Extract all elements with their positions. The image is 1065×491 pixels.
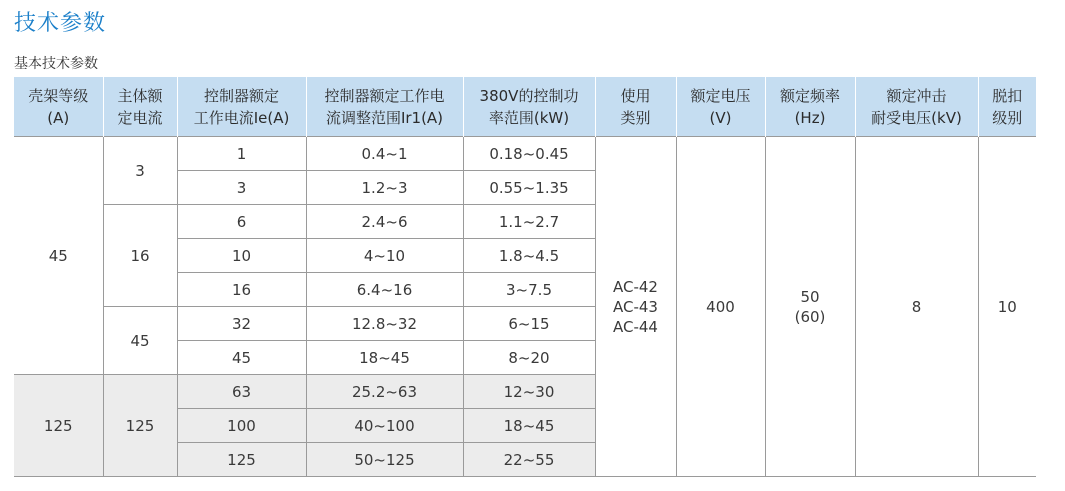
cell-adjust-range-ir1: 12.8~32 — [306, 307, 463, 341]
table-header — [14, 77, 1036, 137]
cell-power-range: 18~45 — [463, 409, 595, 443]
spec-table — [14, 77, 1036, 477]
cell-power-range: 12~30 — [463, 375, 595, 409]
header-line: 耐受电压(kV) — [871, 108, 962, 127]
cell-power-range: 1.8~4.5 — [463, 239, 595, 273]
cell-adjust-range-ir1: 4~10 — [306, 239, 463, 273]
usage-category-item: AC-43 — [613, 297, 658, 316]
cell-rated-current-ie: 3 — [177, 171, 306, 205]
cell-power-range: 3~7.5 — [463, 273, 595, 307]
header-line: 脱扣 — [992, 86, 1023, 105]
cell-frame-class: 125 — [14, 375, 103, 477]
page-title: 技术参数 — [14, 11, 107, 36]
cell-power-range: 22~55 — [463, 443, 595, 477]
cell-adjust-range-ir1: 25.2~63 — [306, 375, 463, 409]
cell-rated-frequency — [765, 137, 855, 477]
cell-power-range: 0.18~0.45 — [463, 137, 595, 171]
cell-power-range: 1.1~2.7 — [463, 205, 595, 239]
header-line: 壳架等级 — [28, 86, 89, 105]
header-main-current — [103, 77, 177, 137]
cell-rated-current-ie: 63 — [177, 375, 306, 409]
header-power-range — [463, 77, 595, 137]
cell-main-current: 3 — [103, 137, 177, 205]
cell-rated-current-ie: 1 — [177, 137, 306, 171]
cell-adjust-range-ir1: 6.4~16 — [306, 273, 463, 307]
usage-category-item: AC-44 — [613, 317, 658, 336]
cell-main-current: 16 — [103, 205, 177, 307]
header-line: 控制器额定工作电 — [324, 86, 445, 105]
header-line: (Hz) — [794, 108, 826, 127]
cell-power-range: 6~15 — [463, 307, 595, 341]
cell-rated-current-ie: 32 — [177, 307, 306, 341]
header-row — [14, 77, 1036, 137]
header-frame-class — [14, 77, 103, 137]
cell-rated-current-ie: 10 — [177, 239, 306, 273]
cell-rated-current-ie: 125 — [177, 443, 306, 477]
header-line: 定电流 — [117, 108, 163, 127]
usage-category-item: AC-42 — [613, 277, 658, 296]
header-line: 额定频率 — [779, 86, 840, 105]
cell-frame-class: 45 — [14, 137, 103, 375]
header-line: (V) — [709, 108, 732, 127]
header-rated-current-ie — [177, 77, 306, 137]
header-line: 主体额 — [117, 86, 163, 105]
header-line: 率范围(kW) — [488, 108, 570, 127]
section-title: 基本技术参数 — [14, 56, 98, 72]
header-impulse-voltage — [855, 77, 978, 137]
cell-adjust-range-ir1: 2.4~6 — [306, 205, 463, 239]
header-line: 额定冲击 — [886, 86, 947, 105]
cell-usage-category — [595, 137, 676, 477]
table-row — [14, 137, 1036, 171]
cell-power-range: 8~20 — [463, 341, 595, 375]
header-line: 类别 — [620, 108, 651, 127]
cell-rated-current-ie: 45 — [177, 341, 306, 375]
header-rated-voltage — [676, 77, 765, 137]
table-body — [14, 137, 1036, 477]
cell-rated-current-ie: 100 — [177, 409, 306, 443]
cell-adjust-range-ir1: 1.2~3 — [306, 171, 463, 205]
cell-trip-class: 10 — [978, 137, 1036, 477]
cell-rated-voltage: 400 — [676, 137, 765, 477]
cell-rated-current-ie: 6 — [177, 205, 306, 239]
cell-main-current: 125 — [103, 375, 177, 477]
cell-adjust-range-ir1: 50~125 — [306, 443, 463, 477]
header-rated-frequency — [765, 77, 855, 137]
frequency-line: 50 — [800, 287, 820, 306]
header-line: 工作电流Ie(A) — [193, 108, 290, 127]
header-line: 380V的控制功 — [479, 86, 579, 105]
cell-power-range: 0.55~1.35 — [463, 171, 595, 205]
header-adjust-range-ir1 — [306, 77, 463, 137]
cell-impulse-voltage: 8 — [855, 137, 978, 477]
cell-main-current: 45 — [103, 307, 177, 375]
header-line: 级别 — [992, 108, 1023, 127]
header-line: 额定电压 — [690, 86, 751, 105]
cell-adjust-range-ir1: 18~45 — [306, 341, 463, 375]
header-line: 控制器额定 — [203, 86, 279, 105]
cell-adjust-range-ir1: 40~100 — [306, 409, 463, 443]
header-line: 使用 — [620, 86, 651, 105]
header-trip-class — [978, 77, 1036, 137]
header-usage-category — [595, 77, 676, 137]
header-line: (A) — [47, 108, 70, 127]
cell-adjust-range-ir1: 0.4~1 — [306, 137, 463, 171]
frequency-line: (60) — [794, 307, 826, 326]
cell-rated-current-ie: 16 — [177, 273, 306, 307]
header-line: 流调整范围Ir1(A) — [325, 108, 444, 127]
